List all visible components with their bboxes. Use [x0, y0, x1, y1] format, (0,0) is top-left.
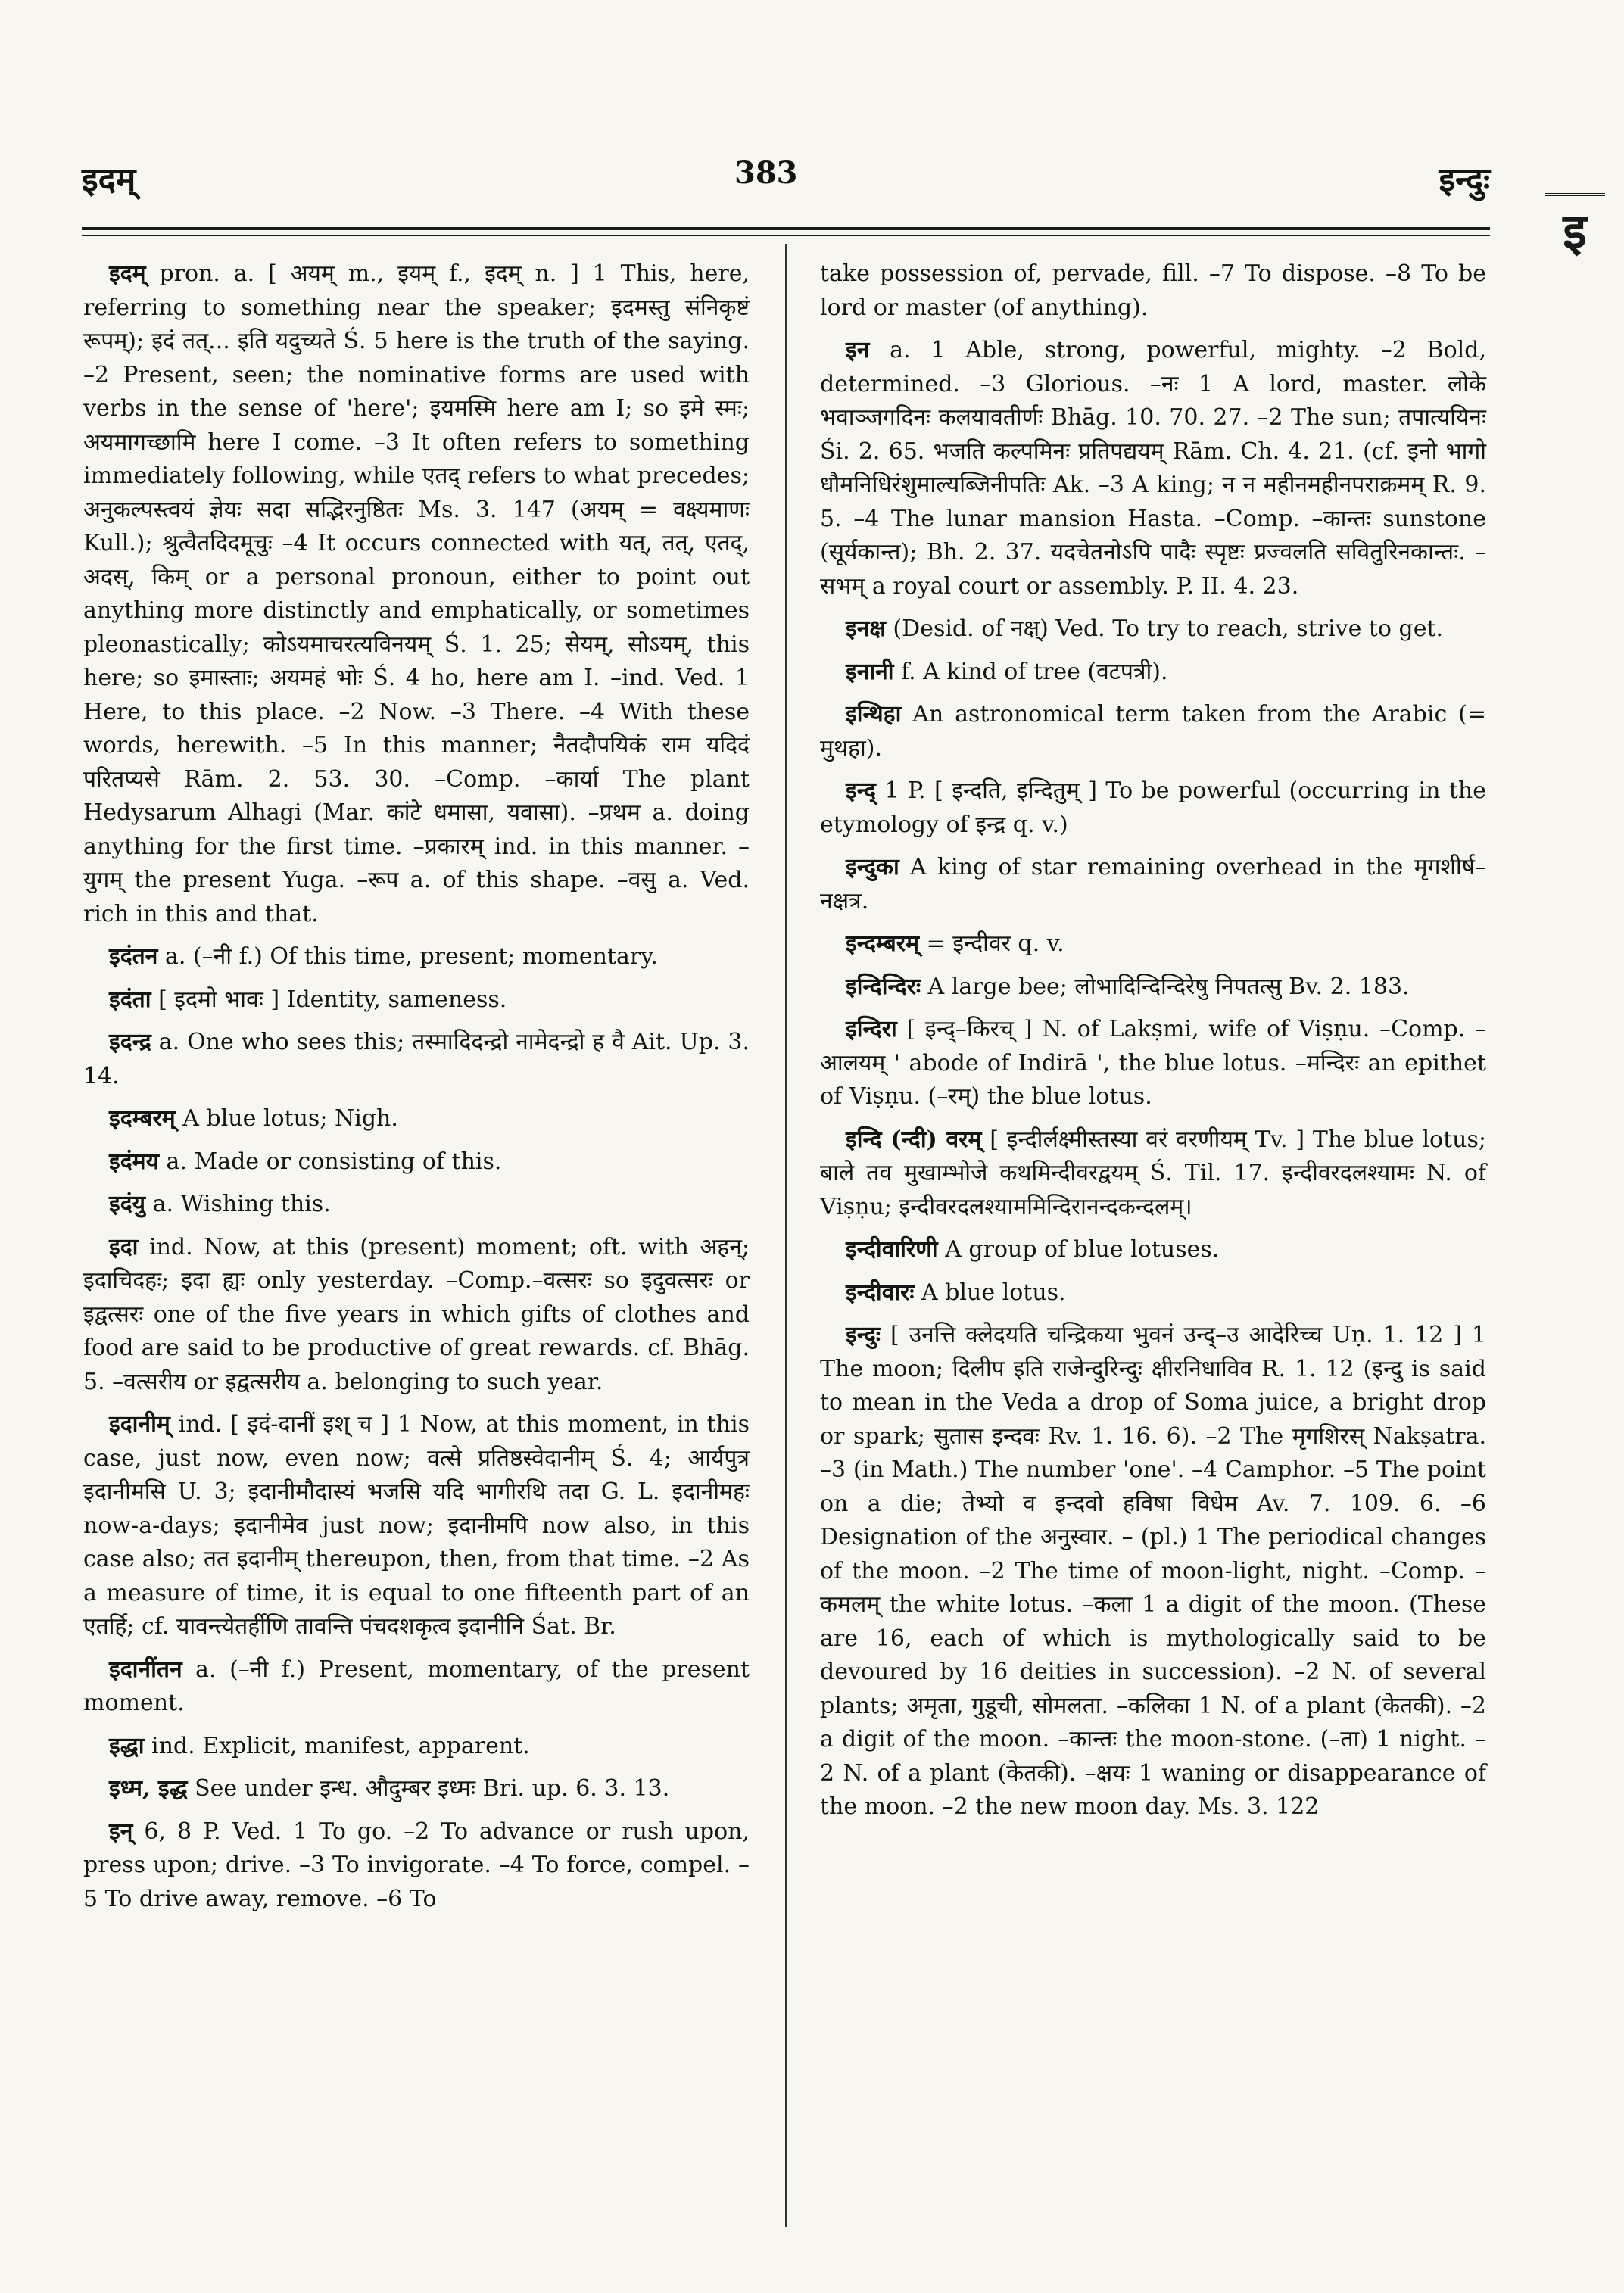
page-header [82, 155, 1490, 208]
dictionary-entry [820, 1276, 1486, 1310]
headword: इन्थिहा [846, 701, 902, 727]
dictionary-entry [820, 698, 1486, 765]
headword: इन्द् [846, 777, 876, 804]
headword: इन् [109, 1818, 133, 1845]
dictionary-entry [83, 1145, 750, 1179]
entry-definition: 1 P. [ इन्दति, इन्दितुम् ] To be powerful (occurring in the etymology of इन्द्र q. v.) [820, 777, 1486, 838]
entry-definition: [ इन्द्–किरच् ] N. of Lakṣmi, wife of Viṣṇu. –Comp. –आलयम् ' abode of Indirā ', the blue lotus. –मन्दिरः an epithet of Viṣṇu. (–रम्) the blue lotus. [820, 1016, 1486, 1110]
headword: इदानींतन [109, 1656, 182, 1683]
headword: इनानी [846, 658, 894, 685]
entry-definition: ind. Now, at this (present) moment; oft. with अहन्; इदाचिदहः; इदा ह्यः only yesterday. –Comp.–वत्सरः so इदुवत्सरः or इद्वत्सरः one of the five years in which gifts of clothes and food are said to be productive of great rewards. cf. Bhāg. 5. –वत्सरीय or इद्वत्सरीय a. belonging to such year. [83, 1233, 750, 1395]
entry-definition: a. Made or consisting of this. [159, 1148, 502, 1175]
entry-definition: [ उनत्ति क्लेदयति चन्द्रिकया भुवनं उन्द्–उ आदेरिच्च Uṇ. 1. 12 ] 1 The moon; दिलीप इति राजेन्दुरिन्दुः क्षीरनिधाविव R. 1. 12 (इन्दु is said to mean in the Veda a drop of Soma juice, a bright drop or spark; सुतास इन्दवः Rv. 1. 16. 6). –2 The मृगशिरस् Nakṣatra. –3 (in Math.) The number 'one'. –4 Camphor. –5 The point on a die; तेभ्यो व इन्दवो हविषा विधेम Av. 7. 109. 6. –6 Designation of the अनुस्वार. – (pl.) 1 The periodical changes of the moon. –2 The time of moon-light, night. –Comp. –कमलम् the white lotus. –कला 1 a digit of the moon. (These are 16, each of which is mythologically said to be devoured by 16 deities in succession). –2 N. of several plants; अमृता, गुडूची, सोमलता. –कलिका 1 N. of a plant (केतकी). –2 a digit of the moon. –कान्तः the moon-stone. (–ता) 1 night. –2 N. of a plant (केतकी). –क्षयः 1 waning or disappearance of the moon. –2 the new moon day. Ms. 3. 122 [820, 1322, 1486, 1820]
dictionary-entry [820, 851, 1486, 918]
dictionary-entry [83, 257, 750, 931]
headword: इदम्बरम् [109, 1105, 176, 1132]
dictionary-entry [820, 1319, 1486, 1824]
entry-definition: 6, 8 P. Ved. 1 To go. –2 To advance or rush upon, press upon; drive. –3 To invigorate. –4 To force, compel. –5 To drive away, remove. –6 To [83, 1818, 750, 1912]
entry-definition: ind. [ इदं-दानीं इश् च ] 1 Now, at this moment, in this case, just now, even now; वत्से प्रतिष्ठस्वेदानीम् Ś. 4; आर्यपुत्र इदानीमसि U. 3; इदानीमौदास्यं भजसि यदि भागीरथि तदा G. L. इदानीमहः now-a-days; इदानीमेव just now; इदानीमपि now also, in this case also; तत इदानीम् thereupon, then, from that time. –2 As a measure of time, it is equal to one fifteenth part of an एतर्हि; cf. यावन्त्येतर्हीणि तावन्ति पंचदशकृत्व इदानीनि Śat. Br. [83, 1411, 750, 1640]
headword: इनक्ष [846, 615, 886, 642]
dictionary-entry [820, 927, 1486, 961]
headword: इन्दुका [846, 854, 899, 880]
headword: इदंयु [109, 1191, 146, 1217]
entry-definition: pron. a. [ अयम् m., इयम् f., इदम् n. ] 1 This, here, referring to something near the speaker; इदमस्तु संनिकृष्टं रूपम्); इदं तत्... इति यदुच्यते Ś. 5 here is the truth of the saying. –2 Present, seen; the nominative forms are used with verbs in the sense of 'here'; इयमस्मि here am I; so इमे स्मः; अयमागच्छामि here I come. –3 It often refers to something immediately following, while एतद् refers to what precedes; अनुकल्पस्त्वयं ज्ञेयः सदा सद्भिरनुष्ठितः Ms. 3. 147 (अयम् = वक्ष्यमाणः Kull.); श्रुत्वैतदिदमूचुः –4 It occurs connected with यत्, तत्, एतद्, अदस्, किम् or a personal pronoun, either to point out anything more distinctly and emphatically, or sometimes pleonastically; कोऽयमाचरत्यविनयम् Ś. 1. 25; सेयम्, सोऽयम्, this here; so इमास्ताः; अयमहं भोः Ś. 4 ho, here am I. –ind. Ved. 1 Here, to this place. –2 Now. –3 There. –4 With these words, herewith. –5 In this manner; नैतदौपयिकं राम यदिदं परितप्यसे Rām. 2. 53. 30. –Comp. –कार्या The plant Hedysarum Alhagi (Mar. कांटे धमासा, यवासा). –प्रथम a. doing anything for the first time. –प्रकारम् ind. in this manner. –युगम् the present Yuga. –रूप a. of this shape. –वसु a. Ved. rich in this and that. [83, 260, 750, 927]
dictionary-entry [83, 1730, 750, 1764]
left-column [83, 257, 750, 1925]
headword: इन्दिरा [846, 1016, 897, 1042]
left-guide-word: इदम् [82, 160, 136, 199]
dictionary-entry [83, 1653, 750, 1721]
entry-definition: An astronomical term taken from the Arabic (= मुथहा). [820, 701, 1486, 762]
dictionary-entry [820, 1233, 1486, 1267]
entry-definition: (Desid. of नक्ष्) Ved. To try to reach, strive to get. [885, 615, 1444, 642]
header-rule [82, 227, 1490, 230]
headword: इन्दिन्दिरः [846, 973, 921, 1000]
entry-definition: A large bee; लोभादिन्दिन्दिरेषु निपतत्सु Bv. 2. 183. [921, 973, 1410, 1000]
headword: इदंमय [109, 1148, 159, 1175]
thumb-index: इ [1545, 193, 1605, 264]
headword: इध्म, इद्ध [109, 1775, 188, 1802]
dictionary-entry [83, 1188, 750, 1222]
header-rule-thin [82, 235, 1490, 236]
headword: इन्दुः [846, 1322, 881, 1348]
headword: इद्धा [109, 1732, 145, 1759]
dictionary-entry [83, 1772, 750, 1806]
headword: इदन्द्र [109, 1029, 151, 1055]
dictionary-entry [83, 1408, 750, 1644]
entry-definition: [ इन्दीर्लक्ष्मीस्तस्या वरं वरणीयम् Tv. ] The blue lotus; बाले तव मुखाम्भोजे कथमिन्दीवरद्वयम् Ś. Til. 17. इन्दीवरदलश्यामः N. of Viṣṇu; इन्दीवरदलश्याममिन्दिरानन्दकन्दलम्। [820, 1126, 1486, 1220]
dictionary-entry [820, 774, 1486, 842]
dictionary-entry [820, 612, 1486, 646]
column-divider [785, 244, 787, 2227]
headword: इन्दीवारिणी [846, 1236, 938, 1263]
entry-definition: a. Wishing this. [145, 1191, 331, 1217]
headword: इदंतन [109, 943, 158, 970]
dictionary-entry [83, 983, 750, 1017]
headword: इन [846, 337, 870, 363]
dictionary-entry [83, 1231, 750, 1400]
headword: इदम् [109, 260, 146, 287]
headword: इन्दीवारः [846, 1279, 915, 1306]
dictionary-entry [83, 1026, 750, 1093]
page-number: 383 [734, 155, 798, 191]
entry-definition: a. One who sees this; तस्मादिदन्द्रो नामेदन्द्रो ह वै Ait. Up. 3. 14. [83, 1029, 750, 1089]
entry-definition: a. 1 Able, strong, powerful, mighty. –2 Bold, determined. –3 Glorious. –नः 1 A lord, master. लोके भवाञ्जगदिनः कलयावतीर्णः Bhāg. 10. 70. 27. –2 The sun; तपात्ययिनः Śi. 2. 65. भजति कल्पमिनः प्रतिपद्ययम् Rām. Ch. 4. 21. (cf. इनो भागो धौमनिधिरंशुमाल्यब्जिनीपतिः Ak. –3 A king; न न महीनमहीनपराक्रमम् R. 9. 5. –4 The lunar mansion Hasta. –Comp. –कान्तः sunstone (सूर्यकान्त); Bh. 2. 37. यदचेतनोऽपि पादैः स्पृष्टः प्रज्वलति सवितुरिनकान्तः. –सभम् a royal court or assembly. P. II. 4. 23. [820, 337, 1486, 600]
dictionary-entry [83, 940, 750, 974]
dictionary-entry [83, 1815, 750, 1917]
entry-definition: = इन्दीवर q. v. [919, 930, 1064, 957]
entry-definition: ind. Explicit, manifest, apparent. [144, 1732, 530, 1759]
dictionary-entry [820, 970, 1486, 1005]
headword: इन्दम्बरम् [846, 930, 920, 957]
headword: इन्दि (न्दी) वरम् [846, 1126, 982, 1153]
headword: इदंता [109, 986, 151, 1013]
entry-definition: See under इन्ध. औदुम्बर इध्मः Bri. up. 6. 3. 13. [187, 1775, 670, 1802]
headword: इदा [109, 1233, 139, 1260]
entry-definition: take possession of, pervade, fill. –7 To dispose. –8 To be lord or master (of anything). [820, 260, 1486, 321]
dictionary-entry [820, 1013, 1486, 1114]
dictionary-entry [83, 1102, 750, 1136]
entry-definition: A king of star remaining overhead in the मृगशीर्ष–नक्षत्र. [820, 854, 1486, 914]
entry-definition: A group of blue lotuses. [937, 1236, 1220, 1263]
entry-definition: A blue lotus; Nigh. [175, 1105, 398, 1132]
entry-definition: a. (–नी f.) Of this time, present; momentary. [157, 943, 658, 970]
headword: इदानीम् [109, 1411, 170, 1438]
entry-definition: A blue lotus. [914, 1279, 1066, 1306]
dictionary-entry [820, 334, 1486, 603]
dictionary-entry [820, 1123, 1486, 1225]
entry-definition: [ इदमो भावः ] Identity, sameness. [151, 986, 507, 1013]
dictionary-entry [820, 257, 1486, 325]
entry-definition: f. A kind of tree (वटपत्री). [893, 658, 1168, 685]
right-guide-word: इन्दुः [1439, 160, 1490, 199]
dictionary-entry [820, 656, 1486, 690]
right-column [820, 257, 1486, 1833]
entry-definition: a. (–नी f.) Present, momentary, of the present moment. [83, 1656, 750, 1716]
